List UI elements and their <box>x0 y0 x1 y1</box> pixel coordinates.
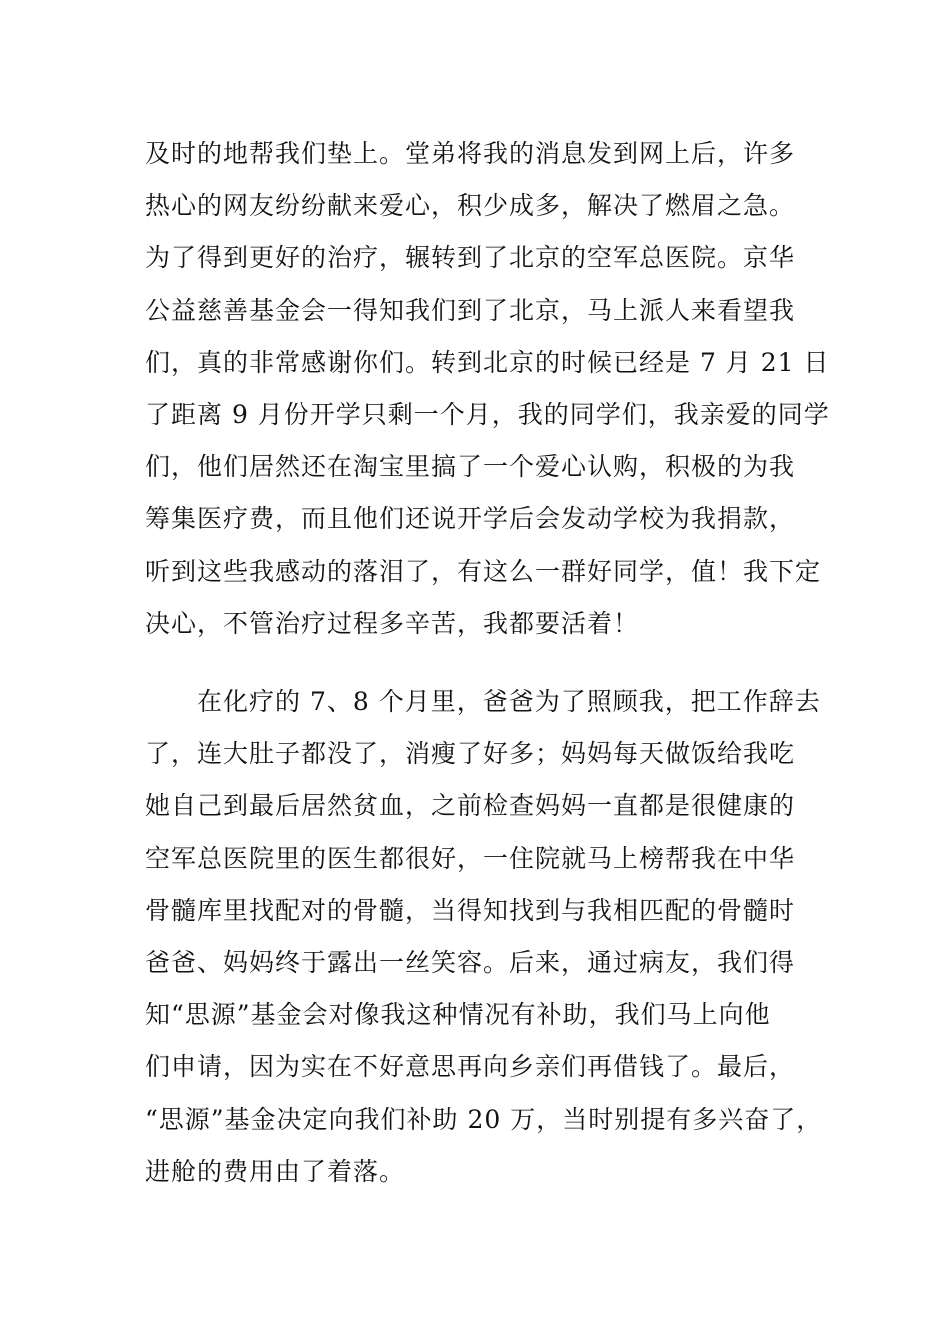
text-line: 们，真的非常感谢你们。转到北京的时候已经是 7 月 21 日 <box>145 347 830 377</box>
text-line: 及时的地帮我们垫上。堂弟将我的消息发到网上后，许多 <box>145 139 796 168</box>
paragraph-1 <box>145 128 830 650</box>
text-line: 们申请，因为实在不好意思再向乡亲们再借钱了。最后， <box>145 1052 796 1082</box>
text-line: 了距离 9 月份开学只剩一个月，我的同学们，我亲爱的同学 <box>145 399 830 429</box>
text-line: 热心的网友纷纷献来爱心，积少成多，解决了燃眉之急。 <box>145 191 796 221</box>
text-line: 在化疗的 7、8 个月里，爸爸为了照顾我，把工作辞去 <box>145 687 821 716</box>
text-line: 空军总医院里的医生都很好，一住院就马上榜帮我在中华 <box>145 843 796 873</box>
text-line: 进舱的费用由了着落。 <box>145 1156 406 1186</box>
text-line: 知“思源”基金会对像我这种情况有补助，我们马上向他 <box>145 1000 771 1030</box>
text-line: 决心，不管治疗过程多辛苦，我都要活着！ <box>145 608 640 638</box>
text-line: 听到这些我感动的落泪了，有这么一群好同学，值！我下定 <box>145 556 822 586</box>
text-line: “思源”基金决定向我们补助 20 万，当时别提有多兴奋了， <box>145 1104 823 1134</box>
text-line: 为了得到更好的治疗，辗转到了北京的空军总医院。京华 <box>145 243 796 273</box>
text-line: 爸爸、妈妈终于露出一丝笑容。后来，通过病友，我们得 <box>145 947 796 977</box>
text-line: 骨髓库里找配对的骨髓，当得知找到与我相匹配的骨髓时 <box>145 895 796 925</box>
text-line: 筹集医疗费，而且他们还说开学后会发动学校为我捐款， <box>145 504 796 534</box>
text-line: 公益慈善基金会一得知我们到了北京，马上派人来看望我 <box>145 295 796 325</box>
text-line: 她自己到最后居然贫血，之前检查妈妈一直都是很健康的 <box>145 791 796 821</box>
text-line: 了，连大肚子都没了，消瘦了好多；妈妈每天做饭给我吃 <box>145 739 796 769</box>
text-line: 们，他们居然还在淘宝里搞了一个爱心认购，积极的为我 <box>145 452 796 482</box>
paragraph-2 <box>145 676 825 1198</box>
